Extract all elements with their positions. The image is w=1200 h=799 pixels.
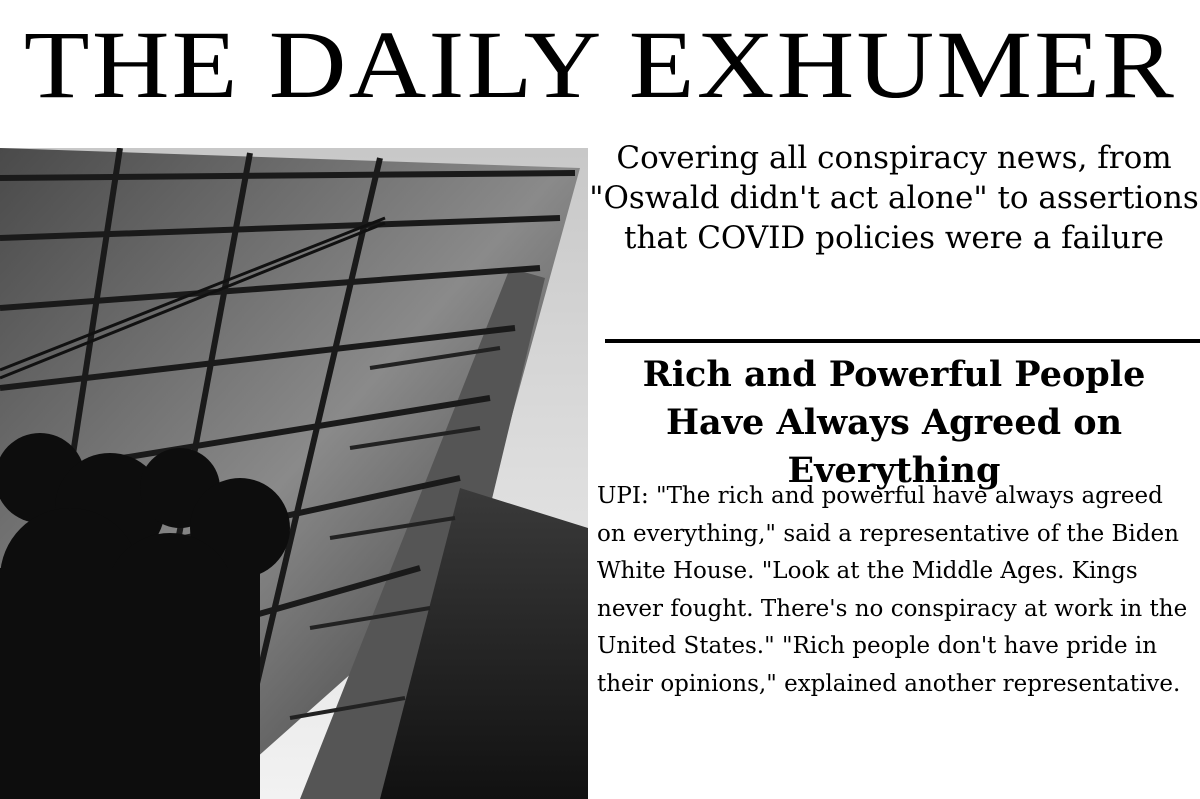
masthead-title: THE DAILY EXHUMER (23, 11, 1177, 118)
article-body: UPI: "The rich and powerful have always agreed on everything," said a representative of the Biden White House. "Look at the Middle Ages. Kings never fought. There's no conspiracy at work in the United States." "Rich people don't have pride in their opinions," explained another representative. (597, 483, 1188, 697)
divider-rule (605, 339, 1200, 343)
skyscraper-photo (0, 148, 588, 799)
tagline: Covering all conspiracy news, from "Oswald didn't act alone" to assertions that COVID policies were a failure (589, 140, 1199, 256)
article-headline: Rich and Powerful People Have Always Agreed on Everything (642, 354, 1146, 491)
